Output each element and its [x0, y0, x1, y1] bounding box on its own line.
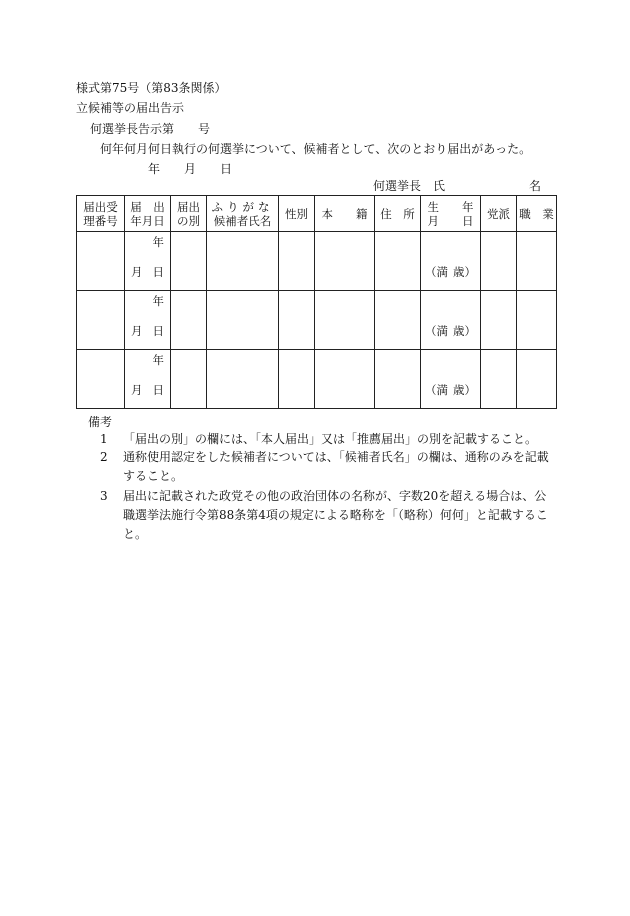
header-sex: 性別: [279, 196, 315, 232]
note-number: 3: [100, 489, 108, 503]
header-candidate-name: ふりがな 候補者氏名: [207, 196, 279, 232]
occupation-cell: [517, 291, 557, 350]
filing-type-cell: [171, 232, 207, 291]
party-cell: [481, 291, 517, 350]
occupation-cell: [517, 232, 557, 291]
filing-date-cell: 年 月 日: [125, 232, 171, 291]
note-item: [100, 448, 555, 486]
candidate-name-cell: [207, 291, 279, 350]
sex-cell: [279, 350, 315, 409]
note-text: 「届出の別」の欄には、「本人届出」又は「推薦届出」の別を記載すること。: [123, 432, 538, 446]
filing-type-cell: [171, 350, 207, 409]
domicile-cell: [315, 291, 375, 350]
birth-date-cell: （満 歳）: [421, 350, 481, 409]
note-text: 届出に記載された政党その他の政治団体の名称が、字数20を超える場合は、公職選挙法施行令第88条第4項の規定による略称を「（略称）何何」と記載すること。: [123, 489, 548, 541]
birth-date-cell: （満 歳）: [421, 291, 481, 350]
table-row: [77, 350, 557, 409]
sex-cell: [279, 232, 315, 291]
header-filing-date: 届 出 年月日: [125, 196, 171, 232]
note-item: [100, 487, 555, 544]
date-line: 年 月 日: [148, 162, 233, 176]
body-text: 何年何月何日執行の何選挙について、候補者として、次のとおり届出があった。: [100, 142, 532, 156]
table-row: [77, 232, 557, 291]
table-row: [77, 291, 557, 350]
domicile-cell: [315, 232, 375, 291]
page-title: 立候補等の届出告示: [76, 101, 185, 115]
candidate-name-cell: [207, 350, 279, 409]
address-cell: [375, 350, 421, 409]
receipt-number-cell: [77, 232, 125, 291]
signer-line: 何選挙長 氏 名: [373, 179, 542, 193]
notice-number: 何選挙長告示第 号: [90, 122, 211, 136]
party-cell: [481, 350, 517, 409]
domicile-cell: [315, 350, 375, 409]
table-header-row: [77, 196, 557, 232]
header-filing-type: 届出 の別: [171, 196, 207, 232]
note-text: 通称使用認定をした候補者については、「候補者氏名」の欄は、通称のみを記載すること。: [123, 450, 549, 483]
form-number: 様式第75号（第83条関係）: [76, 81, 227, 95]
filing-date-cell: 年 月 日: [125, 350, 171, 409]
filing-date-cell: 年 月 日: [125, 291, 171, 350]
receipt-number-cell: [77, 350, 125, 409]
header-receipt-number: 届出受 理番号: [77, 196, 125, 232]
address-cell: [375, 232, 421, 291]
header-domicile: 本 籍: [315, 196, 375, 232]
note-number: 1: [100, 432, 108, 446]
header-party: 党派: [481, 196, 517, 232]
header-occupation: 職 業: [517, 196, 557, 232]
party-cell: [481, 232, 517, 291]
birth-date-cell: （満 歳）: [421, 232, 481, 291]
note-item: [100, 430, 555, 449]
header-birth-date: 生 年 月 日: [421, 196, 481, 232]
note-number: 2: [100, 450, 108, 464]
sex-cell: [279, 291, 315, 350]
header-address: 住 所: [375, 196, 421, 232]
candidate-name-cell: [207, 232, 279, 291]
filing-type-cell: [171, 291, 207, 350]
notice-table: [76, 195, 557, 409]
receipt-number-cell: [77, 291, 125, 350]
address-cell: [375, 291, 421, 350]
notes-heading: 備考: [88, 415, 113, 429]
occupation-cell: [517, 350, 557, 409]
